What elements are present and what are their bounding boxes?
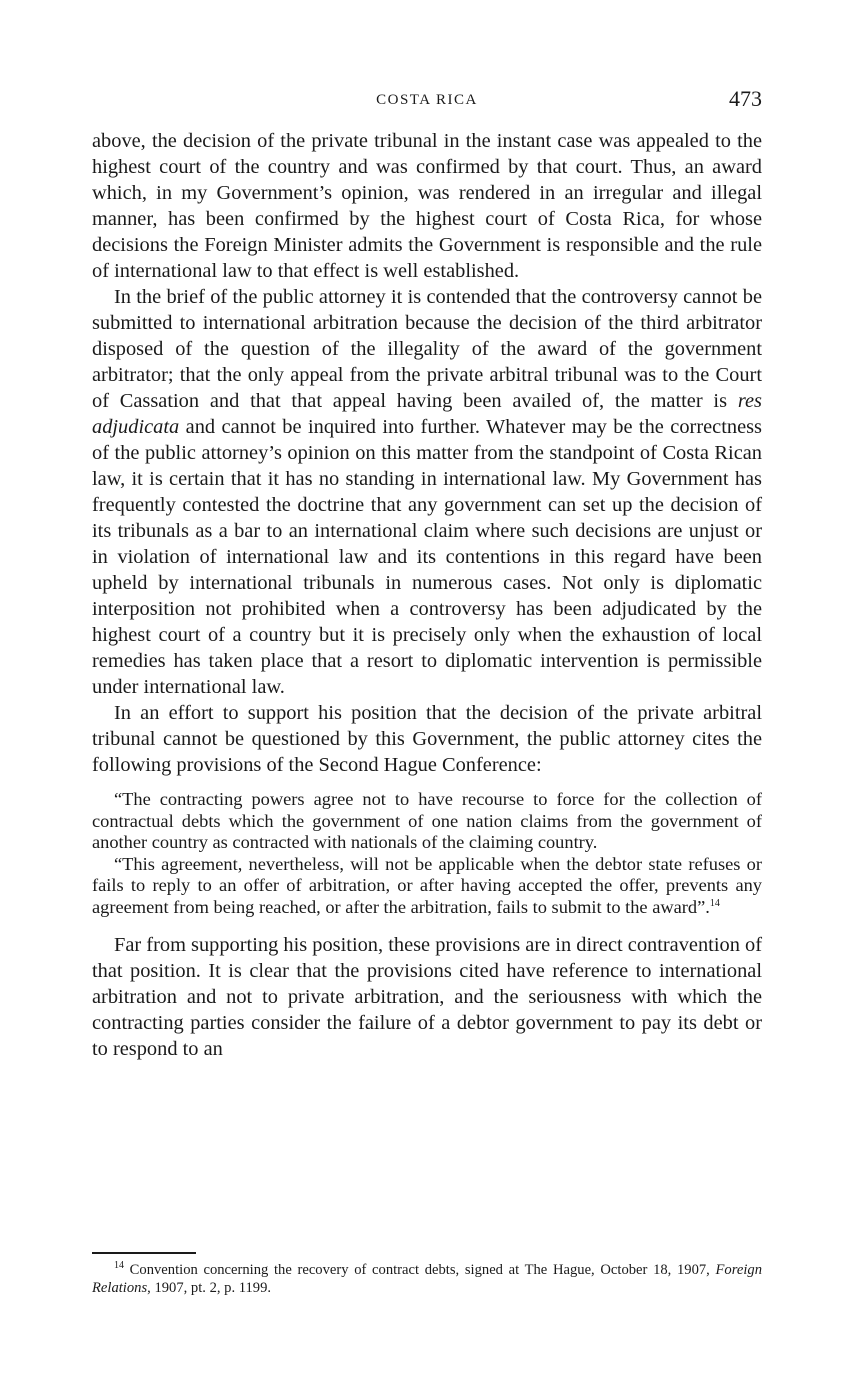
paragraph-text: In the brief of the public attorney it is contended that the controversy cannot be submitted to international arbitration because the decision of the third arbitrator disposed of the question of the illegality of the award of the government arbitrator; that the only appeal from the private arbitral tribunal was to the Court of Cassation and that that appeal having been availed of, the matter is xyxy=(92,286,762,412)
footnote xyxy=(92,1262,762,1297)
footnote-reference: 14 xyxy=(709,897,720,909)
latin-term: res adjudicata xyxy=(92,390,762,438)
paragraph-continued: above, the decision of the private tribunal in the instant case was appealed to the highest court of the country and was confirmed by that court. Thus, an award which, in my Government’s opinion, was rendered in an irregular and illegal manner, has been confirmed by the highest court of Costa Rica, for whose decisions the Foreign Minister admits the Government is responsible and the rule of international law to that effect is well established. xyxy=(92,130,762,282)
footnote-rule xyxy=(92,1252,196,1254)
running-head: COSTA RICA xyxy=(376,92,478,108)
paragraph-hague-citation: In an effort to support his position that the decision of the private arbitral tribunal cannot be questioned by this Government, the public attorney cites the following provisions of the Second Hague Conference: xyxy=(92,702,762,776)
page-header xyxy=(92,86,762,116)
footnote-text: Convention concerning the recovery of contract debts, signed at The Hague, October 18, 1907, xyxy=(124,1262,716,1278)
paragraph-contravention: Far from supporting his position, these provisions are in direct contravention of that position. It is clear that the provisions cited have reference to international arbitration and not to private arbitration, and the seriousness with which the contracting parties consider the failure of a debtor government to pay its debt or to respond to an xyxy=(92,933,762,1060)
block-quote xyxy=(92,789,762,919)
paragraph-public-attorney-brief xyxy=(92,284,762,700)
page-number: 473 xyxy=(729,86,762,111)
quote-text: “This agreement, nevertheless, will not be applicable when the debtor state refuses or fails to reply to an offer of arbitration, or after having accepted the offer, prevents any agreement from being reached, or after the arbitration, fails to submit to the award”. xyxy=(92,853,762,917)
body-text xyxy=(92,128,762,1062)
quote-paragraph xyxy=(92,854,762,919)
quote-paragraph: “The contracting powers agree not to have recourse to force for the collection of contractual debts which the government of one nation claims from the government of another country as contracted with nationals of the claiming country. xyxy=(92,789,762,853)
footnote-marker: 14 xyxy=(114,1260,124,1272)
footnote-publication: Foreign Relations xyxy=(92,1262,762,1296)
paragraph-text: and cannot be inquired into further. Whatever may be the correctness of the public attorney’s opinion on this matter from the standpoint of Costa Rican law, it is certain that it has no standing in international law. My Government has frequently contested the doctrine that any government can set up the decision of its tribunals as a bar to an international claim where such decisions are unjust or in violation of international law and its contentions in this regard have been upheld by international tribunals in numerous cases. Not only is diplomatic interposition not prohibited when a controversy has been adjudicated by the highest court of a country but it is precisely only when the exhaustion of local remedies has taken place that a resort to diplomatic intervention is permissible under international law. xyxy=(92,416,762,698)
footnote-text: , 1907, pt. 2, p. 1199. xyxy=(147,1279,272,1296)
